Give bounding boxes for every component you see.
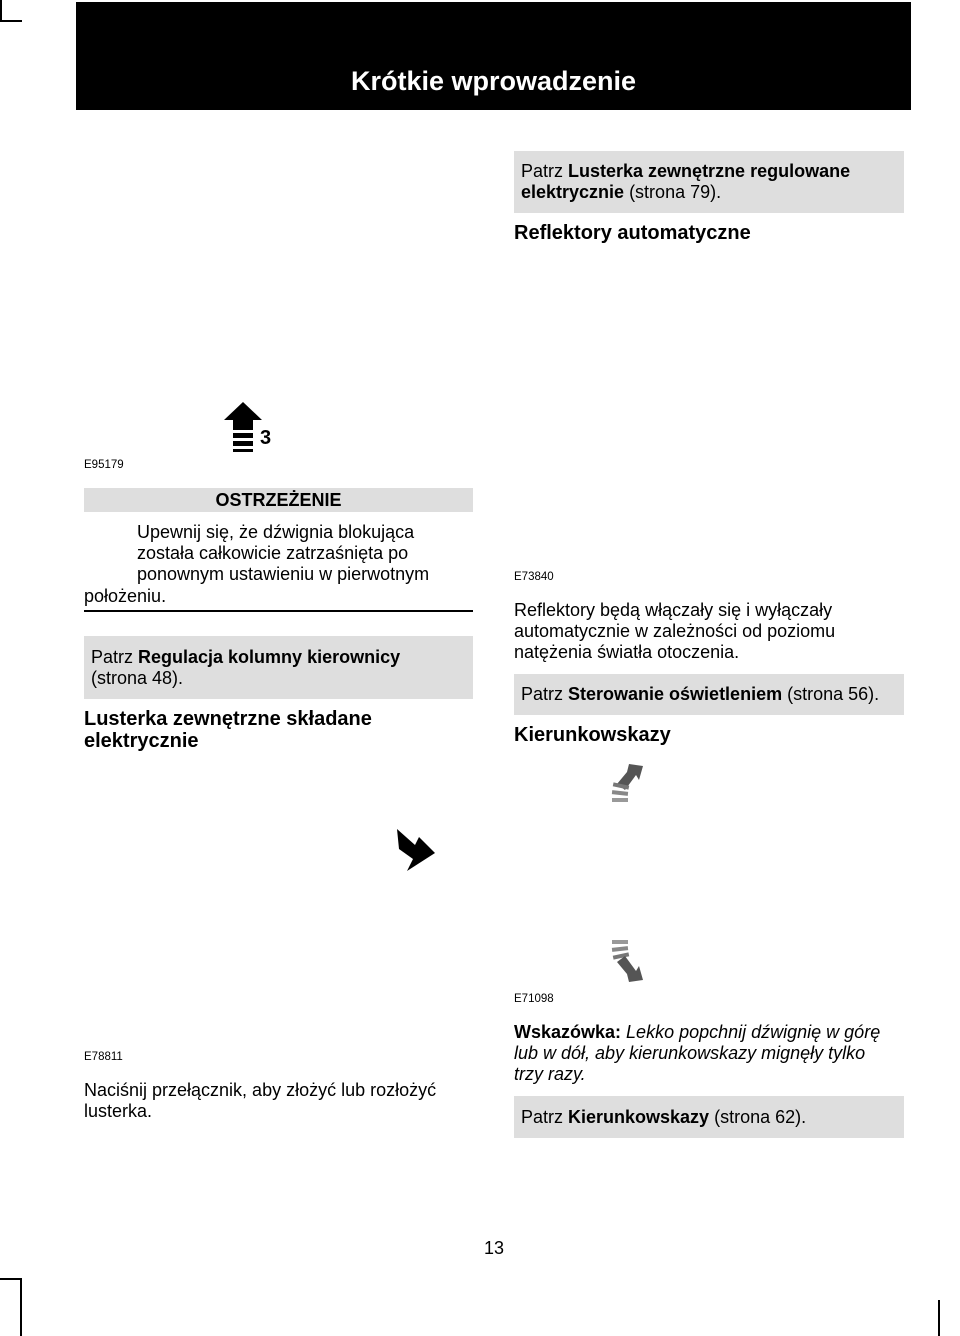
figure-badge: 3 [260, 427, 272, 449]
arrow-down-right-icon [397, 829, 437, 871]
body-text: natężenia światła otoczenia. [514, 642, 740, 662]
crop-mark [0, 1278, 22, 1280]
reference-text: Patrz Sterowanie oświetleniem (strona 56). [521, 684, 880, 704]
reference-link[interactable]: Kierunkowskazy [568, 1107, 710, 1127]
section-heading: Lusterka zewnętrzne składane [84, 708, 372, 730]
warning-text: położeniu. [84, 586, 167, 606]
crop-mark [0, 20, 22, 22]
note-text: lub w dół, aby kierunkowskazy mignęły tylko [514, 1043, 866, 1063]
page-header [76, 2, 911, 110]
body-text: automatycznie w zależności od poziomu [514, 621, 836, 641]
body-text: Naciśnij przełącznik, aby złożyć lub rozłożyć [84, 1080, 437, 1100]
body-text: lusterka. [84, 1101, 153, 1121]
figure-code: E73840 [514, 571, 554, 583]
figure-code: E71098 [514, 993, 554, 1005]
crop-mark [0, 0, 2, 22]
note-text: Wskazówka: Lekko popchnij dźwignię w górę [514, 1022, 881, 1042]
section-heading: elektrycznie [84, 730, 199, 752]
lever-up-3-icon [222, 400, 282, 460]
reference-link[interactable]: Sterowanie oświetleniem [568, 684, 783, 704]
reference-link[interactable]: Lusterka zewnętrzne regulowane [568, 161, 851, 181]
warning-heading: OSTRZEŻENIE [215, 490, 342, 510]
reference-link[interactable]: Regulacja kolumny kierownicy [138, 647, 401, 667]
reference-text: Patrz Regulacja kolumny kierownicy [91, 647, 401, 667]
section-heading: Reflektory automatyczne [514, 222, 751, 244]
note-label: Wskazówka: [514, 1022, 622, 1042]
turn-signal-up-icon [611, 764, 645, 808]
crop-mark [938, 1300, 940, 1336]
crop-mark [20, 1278, 22, 1336]
page-number: 13 [483, 1238, 505, 1258]
note-text: trzy razy. [514, 1064, 586, 1084]
figure-code: E95179 [84, 459, 124, 471]
section-heading: Kierunkowskazy [514, 724, 671, 746]
warning-text: ponownym ustawieniu w pierwotnym [137, 564, 430, 584]
turn-signal-down-icon [611, 938, 645, 982]
body-text: Reflektory będą włączały się i wyłączały [514, 600, 833, 620]
reference-text: (strona 48). [91, 668, 184, 688]
warning-text: została całkowicie zatrzaśnięta po [137, 543, 409, 563]
warning-divider [84, 610, 473, 612]
reference-link[interactable]: elektrycznie [521, 182, 625, 202]
reference-text: elektrycznie (strona 79). [521, 182, 722, 202]
reference-text: Patrz Kierunkowskazy (strona 62). [521, 1107, 807, 1127]
reference-text: Patrz Lusterka zewnętrzne regulowane [521, 161, 851, 181]
figure-code: E78811 [84, 1051, 123, 1063]
warning-text: Upewnij się, że dźwignia blokująca [137, 522, 415, 542]
page-title: Krótkie wprowadzenie [350, 66, 637, 96]
